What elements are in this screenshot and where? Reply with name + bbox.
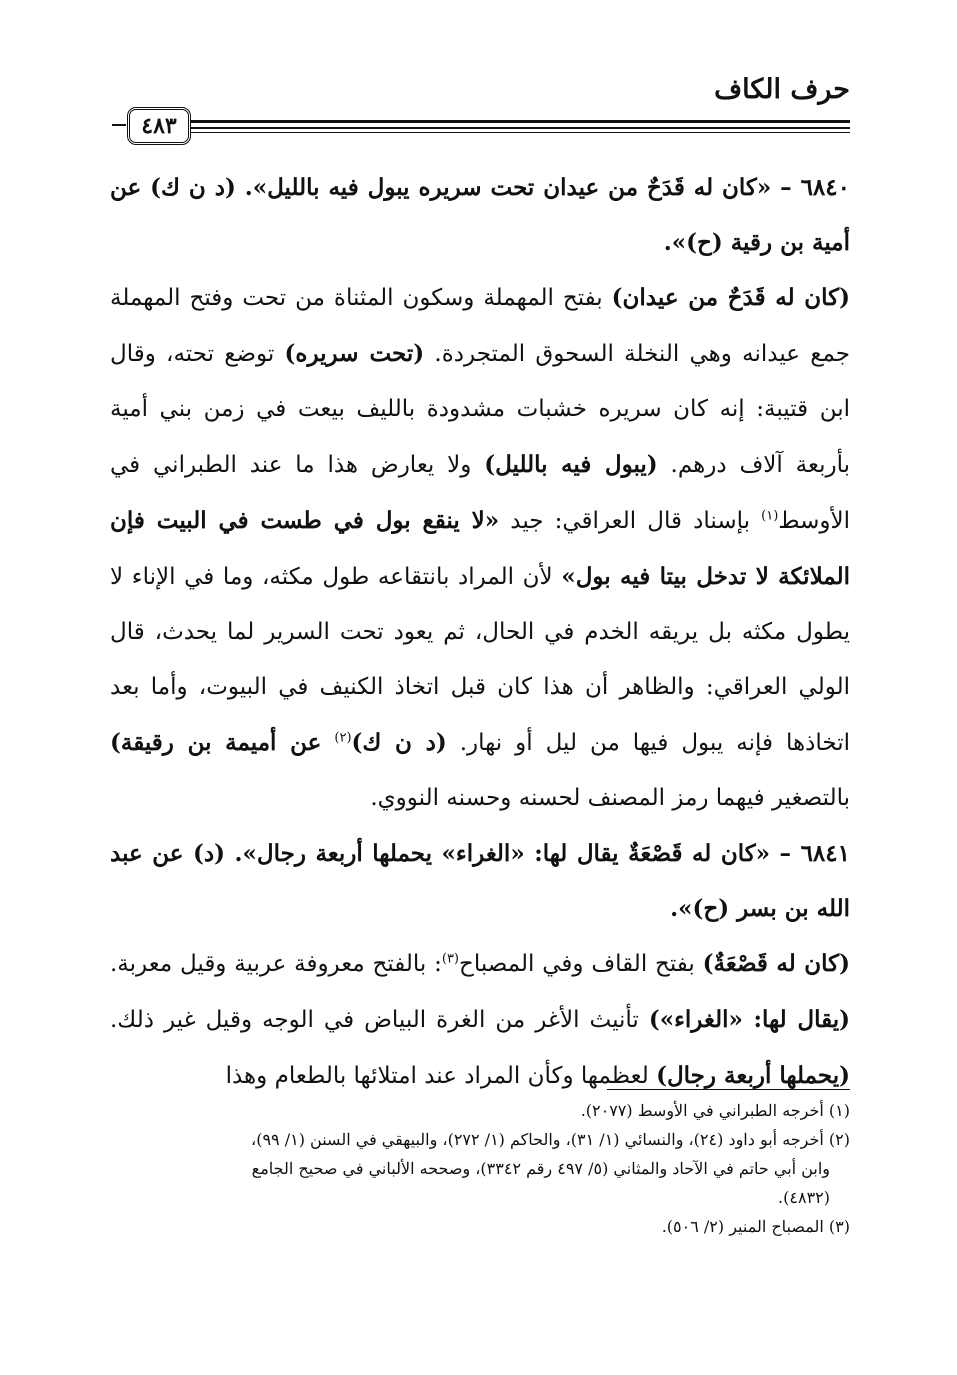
header-rule-thick <box>130 120 850 123</box>
footnote-1: (١) أخرجه الطبراني في الأوسط (٢٠٧٧). <box>580 1101 850 1120</box>
header-rule-left-stub <box>112 124 126 126</box>
commentary-text: بفتح القاف وفي المصباح <box>459 951 703 977</box>
hadith-6841: ٦٨٤١ – «كان له قَصْعَةٌ يقال لها: «الغراء» يحملها أربعة رجال». (د) عن عبد الله بن بسر (ح)». <box>110 840 850 922</box>
quote-phrase: (تحت سريره) <box>284 340 425 367</box>
footnote-2-continued: وابن أبي حاتم في الآحاد والمثاني (٥/ ٤٩٧ رقم ٣٣٤٢)، وصححه الألباني في صحيح الجامع <box>251 1159 830 1178</box>
quote-phrase: «لا ينقع بول في طست في البيت فإن الملائكة لا تدخل بيتا فيه بول» <box>110 507 851 590</box>
quote-phrase: (يحملها أربعة رجال) <box>656 1062 850 1089</box>
commentary-6841 <box>110 936 850 1104</box>
header-rule-middle <box>130 127 850 129</box>
commentary-text: ولا يعارض هذا ما عند الطبراني في الأوسط <box>110 452 851 534</box>
commentary-text: توضع تحته، وقال ابن قتيبة: إنه كان سريره خشبات مشدودة بالليف بيعت في زمن بني أمية بأربعة آلاف درهم. <box>110 341 850 478</box>
commentary-text: : بالفتح معروفة عربية وقيل معربة. <box>110 951 442 977</box>
page-number: ٤٨٣ <box>141 113 177 139</box>
quote-phrase: (كان له قَصْعَةٌ) <box>702 950 850 977</box>
commentary-text: لعظمها وكأن المراد عند امتلائها بالطعام وهذا <box>225 1063 657 1089</box>
footnote-ref-3[interactable]: (٣) <box>441 951 459 967</box>
footnote-ref-2[interactable]: (٢) <box>334 730 352 746</box>
space <box>321 730 334 756</box>
header-rule-thin <box>130 132 850 133</box>
footnote-2: (٢) أخرجه أبو داود (٢٤)، والنسائي (١/ ٣١)، والحاكم (١/ ٢٧٢)، والبيهقي في السنن (١/ ٩٩)، <box>251 1130 850 1149</box>
quote-phrase: (كان له قَدَحٌ من عيدان) <box>611 284 850 311</box>
quote-phrase: (يقال لها: «الغراء») <box>648 1006 850 1033</box>
hadith-6840: ٦٨٤٠ – «كان له قَدَحٌ من عيدان تحت سريره يبول فيه بالليل». (د ن ك) عن أمية بن رقية (ح)». <box>110 174 850 256</box>
footnote-2-continued: (٤٨٣٢). <box>778 1188 830 1207</box>
footnote-ref-1[interactable]: (١) <box>761 508 779 524</box>
source-symbol: (د ن ك) <box>351 729 447 756</box>
footnote-3: (٣) المصباح المنير (٢/ ٥٠٦). <box>661 1217 850 1236</box>
footnote-separator <box>607 1089 850 1090</box>
commentary-6840 <box>110 270 850 826</box>
commentary-text: تأنيث الأغر من الغرة البياض في الوجه وقيل غير ذلك. <box>110 1007 649 1033</box>
running-header-title: حرف الكاف <box>714 74 850 105</box>
commentary-text: بإسناد قال العراقي: جيد <box>499 508 762 534</box>
commentary-text: بفتح المهملة وسكون المثناة من تحت وفتح المهملة جمع عيدانه وهي النخلة السحوق المتجردة. <box>110 285 850 367</box>
quote-phrase: (يبول فيه بالليل) <box>484 451 658 478</box>
quote-phrase: عن أميمة بن رقيقة) <box>110 729 322 756</box>
commentary-text: لأن المراد بانتقاعه طول مكثه، وما في الإناء لا يطول مكثه بل يريقه الخدم في الحال، ثم يعود تحت السرير لما يحدث، قال الولي العراقي: والظاهر أن هذا كان قبل اتخاذ الكنيف في البيوت، وأما بعد اتخاذها فإنه يبول فيها من ليل أو نهار. <box>110 564 851 756</box>
main-text <box>110 160 850 1104</box>
page-number-box <box>127 107 191 145</box>
footnotes <box>110 1096 850 1241</box>
commentary-text: بالتصغير فيهما رمز المصنف لحسنه وحسنه النووي. <box>370 785 850 811</box>
